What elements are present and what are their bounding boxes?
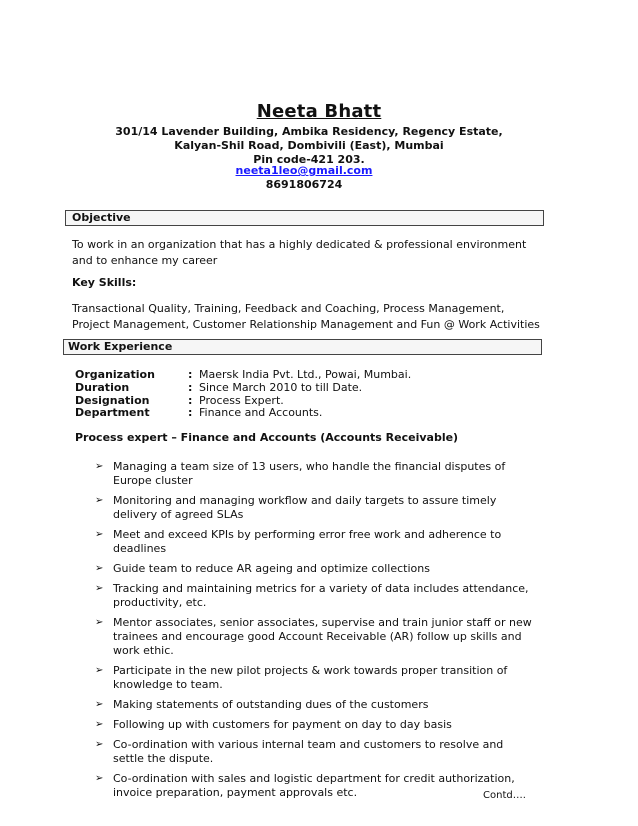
role-title: Process expert – Finance and Accounts (Accounts Receivable) xyxy=(75,431,459,444)
arrow-bullet-icon: ➢ xyxy=(95,583,104,594)
arrow-bullet-icon: ➢ xyxy=(95,617,104,628)
detail-value: Process Expert. xyxy=(199,394,284,407)
address-line-1: 301/14 Lavender Building, Ambika Residency, Regency Estate, xyxy=(115,125,503,138)
arrow-bullet-icon: ➢ xyxy=(95,665,104,676)
list-item xyxy=(95,664,535,692)
list-item-text: Tracking and maintaining metrics for a variety of data includes attendance, productivity, etc. xyxy=(113,582,529,609)
arrow-bullet-icon: ➢ xyxy=(95,495,104,506)
arrow-bullet-icon: ➢ xyxy=(95,699,104,710)
detail-value: Maersk India Pvt. Ltd., Powai, Mumbai. xyxy=(199,368,412,381)
list-item-text: Monitoring and managing workflow and daily targets to assure timely delivery of agreed SLAs xyxy=(113,494,497,521)
list-item xyxy=(95,698,535,712)
detail-label: Department xyxy=(75,406,150,419)
phone-number: 8691806724 xyxy=(265,178,343,191)
list-item-text: Co-ordination with various internal team and customers to resolve and settle the dispute. xyxy=(113,738,504,765)
list-item xyxy=(95,616,535,658)
continued-note: Contd…. xyxy=(483,790,526,801)
list-item xyxy=(95,494,535,522)
arrow-bullet-icon: ➢ xyxy=(95,529,104,540)
detail-colon: : xyxy=(188,381,193,394)
list-item xyxy=(95,528,535,556)
pin-code: Pin code-421 203. xyxy=(253,153,365,166)
list-item-text: Following up with customers for payment on day to day basis xyxy=(113,718,452,731)
detail-colon: : xyxy=(188,406,193,419)
list-item-text: Managing a team size of 13 users, who handle the financial disputes of Europe cluster xyxy=(113,460,506,487)
detail-label: Duration xyxy=(75,381,130,394)
list-item-text: Participate in the new pilot projects & work towards proper transition of knowledge to team. xyxy=(113,664,508,691)
email-link[interactable]: neeta1leo@gmail.com xyxy=(235,164,373,177)
detail-value: Finance and Accounts. xyxy=(199,406,323,419)
arrow-bullet-icon: ➢ xyxy=(95,719,104,730)
address-line-2: Kalyan-Shil Road, Dombivili (East), Mumbai xyxy=(174,139,444,152)
arrow-bullet-icon: ➢ xyxy=(95,739,104,750)
detail-label: Organization xyxy=(75,368,155,381)
key-skills-heading: Key Skills: xyxy=(72,276,137,289)
list-item xyxy=(95,582,535,610)
arrow-bullet-icon: ➢ xyxy=(95,773,104,784)
work-experience-heading: Work Experience xyxy=(63,339,542,355)
arrow-bullet-icon: ➢ xyxy=(95,461,104,472)
key-skills-text: Transactional Quality, Training, Feedback and Coaching, Process Management, Project Management, Customer Relationship Management and Fun @ Work Activities xyxy=(72,302,540,331)
candidate-name: Neeta Bhatt xyxy=(256,101,382,122)
list-item xyxy=(95,460,535,488)
objective-heading: Objective xyxy=(65,210,544,226)
list-item-text: Making statements of outstanding dues of the customers xyxy=(113,698,429,711)
list-item xyxy=(95,772,535,800)
list-item xyxy=(95,718,535,732)
list-item-text: Co-ordination with sales and logistic department for credit authorization, invoice preparation, payment approvals etc. xyxy=(113,772,515,799)
list-item-text: Meet and exceed KPIs by performing error free work and adherence to deadlines xyxy=(113,528,502,555)
arrow-bullet-icon: ➢ xyxy=(95,563,104,574)
list-item-text: Guide team to reduce AR ageing and optimize collections xyxy=(113,562,430,575)
responsibilities-list xyxy=(95,460,535,806)
detail-colon: : xyxy=(188,368,193,381)
detail-label: Designation xyxy=(75,394,150,407)
detail-colon: : xyxy=(188,394,193,407)
list-item xyxy=(95,738,535,766)
list-item-text: Mentor associates, senior associates, supervise and train junior staff or new trainees and encourage good Account Receivable (AR) follow up skills and work ethic. xyxy=(113,616,532,657)
objective-text: To work in an organization that has a highly dedicated & professional environment and to enhance my career xyxy=(72,238,527,267)
list-item xyxy=(95,562,535,576)
detail-value: Since March 2010 to till Date. xyxy=(199,381,363,394)
